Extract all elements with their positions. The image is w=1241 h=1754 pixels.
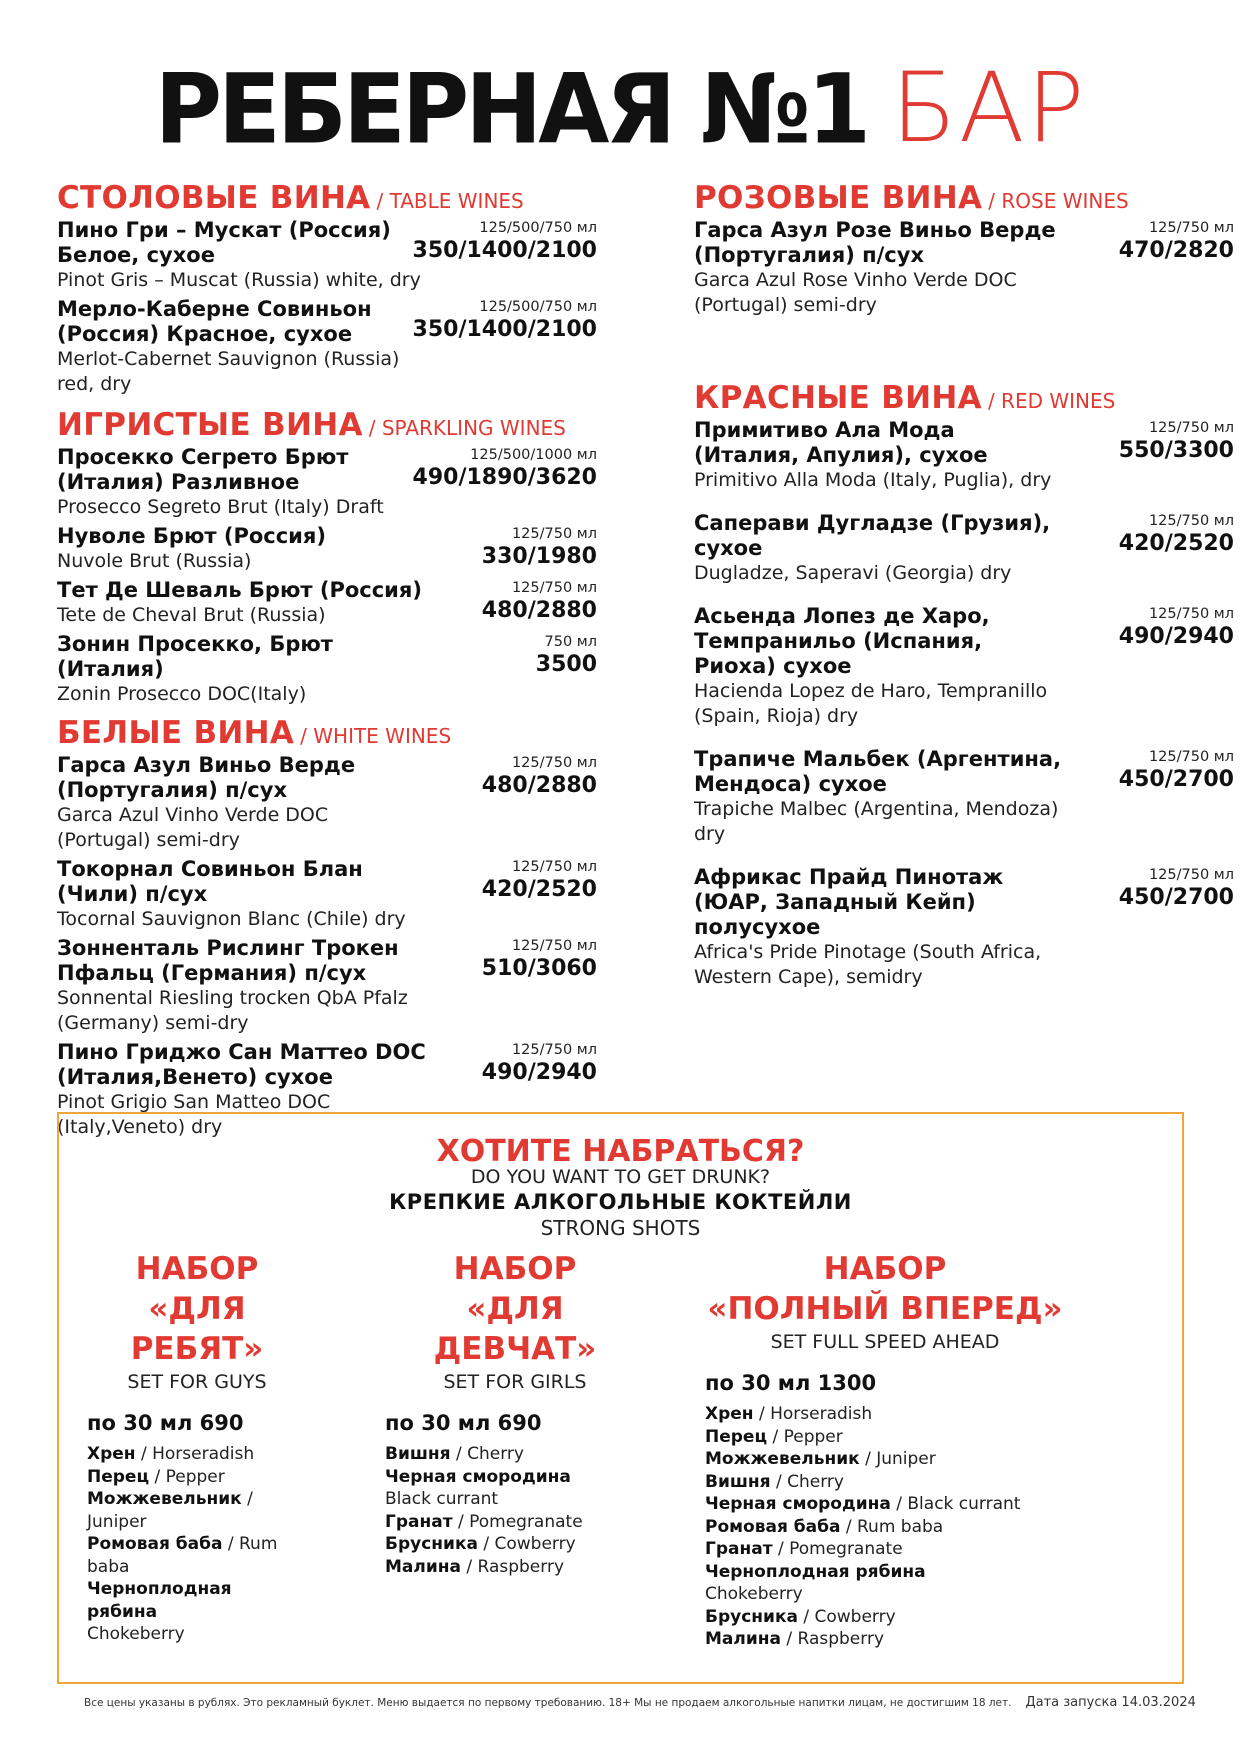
set-list-item: [705, 1403, 1065, 1426]
wine-item: [57, 578, 597, 628]
set-list: [87, 1443, 307, 1646]
footer-date: Дата запуска 14.03.2024: [1025, 1695, 1196, 1710]
section-heading: [694, 180, 1234, 216]
wine-name-en: Trapiche Malbec (Argentina, Mendoza) dry: [694, 798, 1059, 845]
set-list-item: [385, 1443, 645, 1466]
shot-name-en: / Pepper: [772, 1426, 843, 1447]
shot-name-en: / Cowberry: [803, 1606, 896, 1627]
promo-question: ХОТИТЕ НАБРАТЬСЯ?: [436, 1134, 805, 1169]
wine-volume: 125/500/750 мл: [479, 220, 597, 236]
shot-name-en: / Horseradish: [758, 1404, 873, 1424]
wine-volume: 125/750 мл: [1148, 867, 1234, 883]
set-list-item: [385, 1556, 645, 1579]
shot-name-ru: Хрен: [87, 1444, 136, 1464]
shot-name-en: Chokeberry: [705, 1584, 803, 1604]
wine-section: [694, 180, 1234, 318]
wine-price: 550/3300: [1118, 438, 1234, 463]
wine-name: Пино Гриджо Сан Маттео DOC (Италия,Венето) сухое: [57, 1040, 426, 1089]
section-heading: [57, 715, 597, 751]
wine-name-en: Garca Azul Vinho Verde DOC (Portugal) semi-dry: [57, 804, 329, 851]
promo-question-en: DO YOU WANT TO GET DRUNK?: [470, 1166, 771, 1188]
set-list: [385, 1443, 645, 1578]
wine-price: 490/2940: [1118, 624, 1234, 649]
right-column: [694, 180, 1234, 994]
wine-name: Нуволе Брют (Россия): [57, 524, 326, 548]
set-title-line2: «ДЛЯ ДЕВЧАТ»: [433, 1291, 597, 1367]
wine-volume: 125/500/750 мл: [479, 299, 597, 315]
set-list-item: [705, 1493, 1065, 1516]
shot-name-ru: Перец: [87, 1466, 150, 1487]
shot-name-ru: Черноплодная рябина: [705, 1561, 926, 1582]
footer: [84, 1695, 1196, 1710]
set-full-speed: [705, 1249, 1065, 1651]
wine-volume: 125/750 мл: [511, 755, 597, 771]
set-list-item: [385, 1533, 645, 1556]
set-list-item: [87, 1466, 307, 1489]
section-title-en: / ROSE WINES: [988, 189, 1129, 213]
set-list-item: [87, 1578, 307, 1623]
wine-name-en: Merlot-Cabernet Sauvignon (Russia) red, dry: [57, 348, 400, 395]
wine-section: [694, 380, 1234, 990]
section-heading: [57, 180, 597, 216]
wine-name-en: Nuvole Brut (Russia): [57, 550, 252, 572]
wine-name: Саперави Дугладзе (Грузия), сухое: [694, 511, 1051, 560]
wine-item: [57, 297, 597, 397]
set-list-item: [705, 1426, 1065, 1449]
shot-name-ru: Гранат: [385, 1511, 453, 1532]
wine-price: 420/2520: [481, 877, 597, 902]
wine-name: Гарса Азул Розе Виньо Верде (Португалия) п/сух: [694, 218, 1056, 267]
set-list-item: [705, 1561, 1065, 1584]
set-list-item: [385, 1511, 645, 1534]
wine-volume: 125/750 мл: [511, 580, 597, 596]
set-title-line1: НАБОР: [823, 1251, 947, 1287]
set-subtitle: SET FOR GIRLS: [443, 1371, 587, 1393]
wine-section: [57, 407, 597, 707]
set-list-item: [87, 1488, 307, 1533]
wine-price: 480/2880: [481, 773, 597, 798]
wine-name-en: Pinot Grigio San Matteo DOC (Italy,Veneto) dry: [57, 1091, 331, 1138]
shot-name-ru: Брусника: [385, 1534, 478, 1554]
section-title-en: / TABLE WINES: [376, 189, 524, 213]
set-list-item: [705, 1448, 1065, 1471]
section-title-ru: КРАСНЫЕ ВИНА: [694, 380, 982, 416]
wine-name: Просекко Сегрето Брют (Италия) Разливное: [57, 445, 349, 494]
wine-price: 450/2700: [1118, 885, 1234, 910]
wine-name: Примитиво Ала Мода (Италия, Апулия), сухое: [694, 418, 988, 467]
set-list-item: [705, 1538, 1065, 1561]
shot-name-en: / Rum baba: [87, 1534, 278, 1577]
shot-name-en: / Pepper: [154, 1466, 225, 1487]
shot-name-ru: Черная смородина: [385, 1466, 571, 1487]
shot-name-ru: Можжевельник: [87, 1489, 242, 1509]
shot-name-ru: Ромовая баба: [705, 1516, 841, 1537]
section-title-en: / RED WINES: [987, 389, 1116, 413]
section-title-ru: СТОЛОВЫЕ ВИНА: [57, 180, 371, 216]
shot-name-en: / Raspberry: [466, 1556, 565, 1577]
shot-name-en: / Black currant: [896, 1494, 1021, 1514]
wine-name: Пино Гри – Мускат (Россия) Белое, сухое: [57, 218, 391, 267]
wine-name-en: Pinot Gris – Muscat (Russia) white, dry: [57, 269, 421, 291]
wine-volume: 125/750 мл: [511, 526, 597, 542]
wine-price: 330/1980: [481, 544, 597, 569]
wine-name-en: Primitivo Alla Moda (Italy, Puglia), dry: [694, 469, 1052, 491]
wine-volume: 125/750 мл: [511, 938, 597, 954]
left-column: [57, 180, 597, 1144]
wine-name-en: Dugladze, Saperavi (Georgia) dry: [694, 562, 1012, 584]
set-title-line1: НАБОР: [135, 1251, 259, 1287]
set-list-item: [705, 1516, 1065, 1539]
wine-price: 350/1400/2100: [412, 238, 597, 263]
shot-name-en: Black currant: [385, 1489, 499, 1509]
wine-item: [694, 604, 1234, 729]
section-title-ru: РОЗОВЫЕ ВИНА: [694, 180, 983, 216]
wine-section: [57, 715, 597, 1140]
wine-volume: 125/750 мл: [1148, 513, 1234, 529]
wine-item: [694, 865, 1234, 990]
shot-name-ru: Малина: [705, 1629, 781, 1649]
set-title-line1: НАБОР: [453, 1251, 577, 1287]
wine-price: 450/2700: [1118, 767, 1234, 792]
wine-volume: 125/750 мл: [1148, 606, 1234, 622]
shot-name-en: / Raspberry: [786, 1629, 885, 1649]
wine-name-en: Zonin Prosecco DOC(Italy): [57, 683, 307, 705]
section-heading: [57, 407, 597, 443]
set-price: по 30 мл 690: [385, 1411, 542, 1435]
section-heading: [694, 380, 1234, 416]
wine-name: Тет Де Шеваль Брют (Россия): [57, 578, 422, 602]
shot-name-ru: Брусника: [705, 1606, 798, 1627]
section-title-ru: БЕЛЫЕ ВИНА: [57, 715, 295, 751]
set-list-item: [705, 1628, 1065, 1651]
shot-name-ru: Ромовая баба: [87, 1534, 223, 1554]
set-for-guys: [87, 1249, 307, 1646]
set-list-item: [385, 1488, 645, 1511]
shot-name-ru: Вишня: [705, 1471, 771, 1492]
shot-name-en: / Horseradish: [140, 1444, 255, 1464]
shot-name-ru: Малина: [385, 1556, 461, 1577]
shot-name-ru: Гранат: [705, 1539, 773, 1559]
brand-suffix: БАР: [891, 52, 1087, 164]
set-list-item: [87, 1443, 307, 1466]
wine-name: Токорнал Совиньон Блан (Чили) п/сух: [57, 857, 363, 906]
wine-price: 3500: [535, 652, 597, 677]
wine-item: [694, 218, 1234, 318]
wine-name: Мерло-Каберне Совиньон (Россия) Красное, сухое: [57, 297, 372, 346]
wine-price: 480/2880: [481, 598, 597, 623]
set-title-line2: «ПОЛНЫЙ ВПЕРЕД»: [707, 1291, 1063, 1327]
set-price: по 30 мл 690: [87, 1411, 244, 1435]
shot-name-ru: Черноплодная рябина: [87, 1579, 232, 1622]
shot-name-en: / Pomegranate: [457, 1511, 583, 1532]
wine-item: [57, 524, 597, 574]
shot-name-en: / Pomegranate: [777, 1539, 903, 1559]
shot-name-en: / Cowberry: [483, 1534, 576, 1554]
wine-item: [57, 445, 597, 520]
wine-item: [694, 747, 1234, 847]
set-list-item: [705, 1471, 1065, 1494]
wine-price: 510/3060: [481, 956, 597, 981]
wine-name-en: Hacienda Lopez de Haro, Tempranillo (Spain, Rioja) dry: [694, 680, 1048, 727]
wine-price: 470/2820: [1118, 238, 1234, 263]
wine-volume: 125/750 мл: [511, 1042, 597, 1058]
shot-name-en: / Juniper: [865, 1449, 936, 1469]
footer-disclaimer: Все цены указаны в рублях. Это рекламный буклет. Меню выдается по первому требованию. 18+ Мы не продаем алкогольные напитки лицам, не достигшим 18 лет.: [84, 1697, 1012, 1709]
shot-name-ru: Черная смородина: [705, 1494, 891, 1514]
set-list-item: [87, 1533, 307, 1578]
promo-shots-title: КРЕПКИЕ АЛКОГОЛЬНЫЕ КОКТЕЙЛИ: [389, 1190, 852, 1214]
wine-volume: 750 мл: [544, 634, 597, 650]
wine-price: 350/1400/2100: [412, 317, 597, 342]
wine-name-en: Sonnental Riesling trocken QbA Pfalz (Germany) semi-dry: [57, 987, 408, 1034]
wine-name: Трапиче Мальбек (Аргентина, Мендоса) сухое: [694, 747, 1062, 796]
wine-volume: 125/750 мл: [1148, 220, 1234, 236]
shot-name-en: / Cherry: [776, 1471, 844, 1492]
wine-section: [57, 180, 597, 397]
set-list-item: [385, 1466, 645, 1489]
wine-name: Зонненталь Рислинг Трокен Пфальц (Германия) п/сух: [57, 936, 399, 985]
set-list-item: [87, 1623, 307, 1646]
wine-name-en: Tocornal Sauvignon Blanc (Chile) dry: [57, 908, 406, 930]
shot-name-en: / Cherry: [456, 1444, 524, 1464]
wine-name: Зонин Просекко, Брют (Италия): [57, 632, 333, 681]
shot-name-ru: Хрен: [705, 1404, 754, 1424]
wine-volume: 125/500/1000 мл: [470, 447, 597, 463]
wine-item: [57, 218, 597, 293]
set-subtitle: SET FOR GUYS: [127, 1371, 267, 1393]
brand-name: РЕБЕРНАЯ №1: [154, 53, 868, 166]
shot-name-en: / Rum baba: [845, 1516, 944, 1537]
shot-name-ru: Вишня: [385, 1444, 451, 1464]
shot-name-en: / Juniper: [87, 1489, 253, 1532]
wine-name-en: Garca Azul Rose Vinho Verde DOC (Portugal) semi-dry: [694, 269, 1017, 316]
wine-item: [57, 632, 597, 707]
wine-name: Асьенда Лопез де Харо, Темпранильо (Испания, Риоха) сухое: [694, 604, 990, 678]
wine-price: 420/2520: [1118, 531, 1234, 556]
wine-item: [57, 857, 597, 932]
wine-item: [57, 753, 597, 853]
wine-item: [57, 936, 597, 1036]
set-subtitle: SET FULL SPEED AHEAD: [770, 1331, 1000, 1353]
wine-price: 490/2940: [481, 1060, 597, 1085]
shot-name-ru: Перец: [705, 1426, 768, 1447]
shots-promo-box: [57, 1112, 1184, 1684]
wine-volume: 125/750 мл: [1148, 420, 1234, 436]
wine-name-en: Prosecco Segreto Brut (Italy) Draft: [57, 496, 384, 518]
wine-name-en: Africa's Pride Pinotage (South Africa, Western Cape), semidry: [694, 941, 1042, 988]
set-list-item: [705, 1583, 1065, 1606]
shot-name-en: Chokeberry: [87, 1624, 185, 1644]
set-list-item: [705, 1606, 1065, 1629]
section-title-en: / WHITE WINES: [300, 724, 452, 748]
set-list: [705, 1403, 1065, 1651]
wine-volume: 125/750 мл: [511, 859, 597, 875]
wine-name-en: Tete de Cheval Brut (Russia): [57, 604, 326, 626]
wine-name: Гарса Азул Виньо Верде (Португалия) п/сух: [57, 753, 356, 802]
shot-name-ru: Можжевельник: [705, 1449, 860, 1469]
section-title-en: / SPARKLING WINES: [368, 416, 566, 440]
wine-name: Африкас Прайд Пинотаж (ЮАР, Западный Кейп) полусухое: [694, 865, 1004, 939]
promo-shots-title-en: STRONG SHOTS: [540, 1216, 701, 1240]
set-title-line2: «ДЛЯ РЕБЯТ»: [130, 1291, 264, 1367]
set-for-girls: [385, 1249, 645, 1578]
wine-price: 490/1890/3620: [412, 465, 597, 490]
set-price: по 30 мл 1300: [705, 1371, 877, 1395]
wine-item: [694, 511, 1234, 586]
wine-volume: 125/750 мл: [1148, 749, 1234, 765]
section-title-ru: ИГРИСТЫЕ ВИНА: [57, 407, 363, 443]
wine-item: [694, 418, 1234, 493]
brand-logo: [0, 52, 1241, 164]
